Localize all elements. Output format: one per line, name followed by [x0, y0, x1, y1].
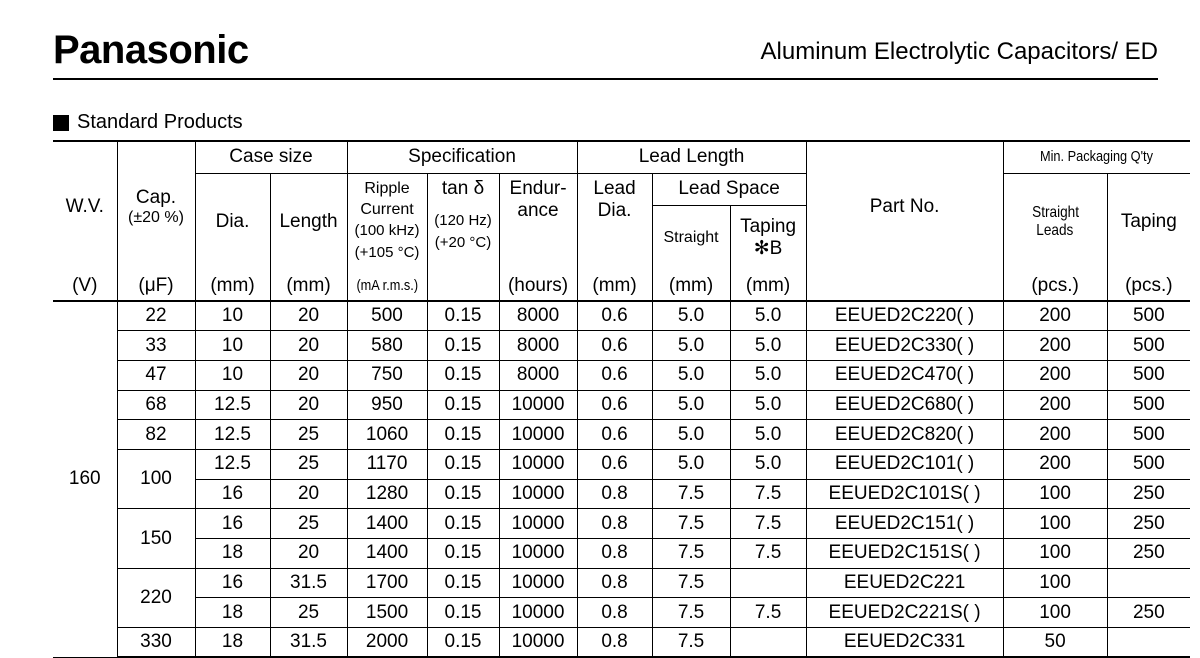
dia-cell: 12.5	[195, 449, 270, 479]
brand-logo: Panasonic	[53, 28, 249, 72]
taping-cell: 5.0	[730, 331, 806, 361]
lead-dia-cell: 0.6	[577, 449, 652, 479]
part-no-cell: EEUED2C101S( )	[806, 479, 1003, 509]
ripple-cell: 950	[347, 390, 427, 420]
ripple-cell: 2000	[347, 628, 427, 658]
table-row	[53, 360, 1190, 390]
table-row	[53, 390, 1190, 420]
unit-length: (mm)	[270, 271, 347, 301]
standard-products-table	[53, 140, 1190, 658]
square-bullet-icon	[53, 115, 69, 131]
pcs-taping-cell: 500	[1107, 420, 1190, 450]
table-row	[53, 331, 1190, 361]
pcs-straight-cell: 200	[1003, 449, 1107, 479]
tan-cell: 0.15	[427, 628, 499, 658]
cap-cell: 68	[117, 390, 195, 420]
table-row	[53, 539, 1190, 569]
cap-cell: 33	[117, 331, 195, 361]
straight-cell: 7.5	[652, 509, 730, 539]
taping-header: Taping ✻B	[730, 205, 806, 271]
taping-cell: 5.0	[730, 420, 806, 450]
length-cell: 20	[270, 331, 347, 361]
lead-dia-cell: 0.8	[577, 598, 652, 628]
pcs-taping-cell: 250	[1107, 509, 1190, 539]
pcs-straight-cell: 100	[1003, 479, 1107, 509]
pcs-straight-cell: 200	[1003, 360, 1107, 390]
endurance-cell: 10000	[499, 390, 577, 420]
unit-endurance: (hours)	[499, 271, 577, 301]
length-cell: 25	[270, 509, 347, 539]
straight-leads-header: Straight Leads	[1003, 173, 1107, 271]
document-title: Aluminum Electrolytic Capacitors/ ED	[760, 38, 1158, 65]
length-cell: 25	[270, 449, 347, 479]
unit-lead-dia: (mm)	[577, 271, 652, 301]
pcs-straight-cell: 50	[1003, 628, 1107, 658]
pcs-straight-cell: 100	[1003, 568, 1107, 598]
straight-header: Straight	[652, 205, 730, 271]
tan-cell: 0.15	[427, 420, 499, 450]
part-no-cell: EEUED2C151( )	[806, 509, 1003, 539]
table-row	[53, 509, 1190, 539]
dia-cell: 18	[195, 539, 270, 569]
tan-cell: 0.15	[427, 598, 499, 628]
section-title: Standard Products	[77, 111, 243, 133]
part-no-cell: EEUED2C220( )	[806, 301, 1003, 331]
section-heading	[53, 111, 243, 134]
pcs-straight-cell: 200	[1003, 420, 1107, 450]
dia-cell: 12.5	[195, 390, 270, 420]
unit-ripple: (mA r.m.s.)	[347, 271, 427, 301]
unit-taping: (mm)	[730, 271, 806, 301]
tan-cell: 0.15	[427, 449, 499, 479]
length-cell: 25	[270, 420, 347, 450]
endurance-cell: 8000	[499, 331, 577, 361]
ripple-cell: 1400	[347, 539, 427, 569]
endurance-cell: 10000	[499, 539, 577, 569]
unit-straight: (mm)	[652, 271, 730, 301]
ripple-cell: 1400	[347, 509, 427, 539]
dia-cell: 16	[195, 479, 270, 509]
dia-cell: 10	[195, 301, 270, 331]
unit-pcs-taping: (pcs.)	[1107, 271, 1190, 301]
table-row	[53, 598, 1190, 628]
ripple-cell: 750	[347, 360, 427, 390]
endurance-cell: 8000	[499, 301, 577, 331]
tan-cell: 0.15	[427, 509, 499, 539]
straight-cell: 7.5	[652, 568, 730, 598]
lead-dia-cell: 0.8	[577, 479, 652, 509]
min-packaging-header: Min. Packaging Q'ty	[1003, 141, 1190, 173]
taping-cell: 5.0	[730, 360, 806, 390]
ripple-cell: 1500	[347, 598, 427, 628]
endurance-cell: 10000	[499, 420, 577, 450]
unit-tan	[427, 271, 499, 301]
dia-cell: 18	[195, 628, 270, 658]
dia-cell: 10	[195, 331, 270, 361]
pcs-taping-cell: 250	[1107, 539, 1190, 569]
cap-cell: 330	[117, 628, 195, 658]
ripple-cell: 1060	[347, 420, 427, 450]
ripple-cell: 1280	[347, 479, 427, 509]
straight-cell: 5.0	[652, 301, 730, 331]
ripple-cell: 1700	[347, 568, 427, 598]
table-row	[53, 301, 1190, 331]
pcs-taping-cell: 500	[1107, 331, 1190, 361]
taping-cell: 5.0	[730, 449, 806, 479]
lead-dia-cell: 0.8	[577, 568, 652, 598]
lead-dia-header: Lead Dia.	[577, 173, 652, 271]
pcs-straight-cell: 100	[1003, 598, 1107, 628]
lead-dia-cell: 0.8	[577, 539, 652, 569]
pcs-straight-cell: 200	[1003, 390, 1107, 420]
pack-taping-header: Taping	[1107, 173, 1190, 271]
taping-cell: 7.5	[730, 598, 806, 628]
straight-cell: 5.0	[652, 331, 730, 361]
lead-dia-cell: 0.8	[577, 509, 652, 539]
length-cell: 20	[270, 390, 347, 420]
lead-dia-cell: 0.6	[577, 390, 652, 420]
dia-cell: 12.5	[195, 420, 270, 450]
unit-dia: (mm)	[195, 271, 270, 301]
case-size-header: Case size	[195, 141, 347, 173]
length-cell: 20	[270, 301, 347, 331]
straight-cell: 5.0	[652, 420, 730, 450]
cap-header: Cap. (±20 %)	[117, 141, 195, 271]
taping-cell	[730, 628, 806, 658]
unit-part-no	[806, 271, 1003, 301]
pcs-straight-cell: 100	[1003, 509, 1107, 539]
cap-cell: 47	[117, 360, 195, 390]
lead-dia-cell: 0.6	[577, 420, 652, 450]
ripple-cell: 1170	[347, 449, 427, 479]
part-no-header: Part No.	[806, 141, 1003, 271]
cap-cell: 150	[117, 509, 195, 568]
taping-cell: 7.5	[730, 479, 806, 509]
cap-cell: 220	[117, 568, 195, 627]
table-row	[53, 628, 1190, 658]
table-row	[53, 568, 1190, 598]
lead-dia-cell: 0.6	[577, 301, 652, 331]
pcs-taping-cell: 250	[1107, 598, 1190, 628]
wv-header: W.V.	[53, 141, 117, 271]
lead-space-header: Lead Space	[652, 173, 806, 205]
taping-cell: 7.5	[730, 509, 806, 539]
straight-cell: 7.5	[652, 479, 730, 509]
endurance-cell: 10000	[499, 479, 577, 509]
ripple-cell: 580	[347, 331, 427, 361]
part-no-cell: EEUED2C331	[806, 628, 1003, 658]
part-no-cell: EEUED2C101( )	[806, 449, 1003, 479]
header-rule	[53, 78, 1158, 80]
tan-cell: 0.15	[427, 568, 499, 598]
length-cell: 20	[270, 360, 347, 390]
dia-header: Dia.	[195, 173, 270, 271]
length-cell: 20	[270, 539, 347, 569]
dia-cell: 16	[195, 509, 270, 539]
cap-cell: 82	[117, 420, 195, 450]
pcs-straight-cell: 200	[1003, 301, 1107, 331]
taping-cell	[730, 568, 806, 598]
endurance-header: Endur- ance	[499, 173, 577, 271]
ripple-cell: 500	[347, 301, 427, 331]
table-row	[53, 479, 1190, 509]
unit-cap: (μF)	[117, 271, 195, 301]
wv-cell: 160	[53, 301, 117, 657]
length-header: Length	[270, 173, 347, 271]
lead-dia-cell: 0.6	[577, 331, 652, 361]
tan-cell: 0.15	[427, 301, 499, 331]
table-row	[53, 449, 1190, 479]
cap-cell: 100	[117, 449, 195, 508]
straight-cell: 7.5	[652, 628, 730, 658]
taping-cell: 5.0	[730, 301, 806, 331]
endurance-cell: 10000	[499, 598, 577, 628]
pcs-straight-cell: 200	[1003, 331, 1107, 361]
lead-dia-cell: 0.6	[577, 360, 652, 390]
part-no-cell: EEUED2C221	[806, 568, 1003, 598]
endurance-cell: 10000	[499, 628, 577, 658]
straight-cell: 5.0	[652, 449, 730, 479]
length-cell: 25	[270, 598, 347, 628]
straight-cell: 7.5	[652, 539, 730, 569]
length-cell: 31.5	[270, 628, 347, 658]
pcs-taping-cell: 500	[1107, 360, 1190, 390]
endurance-cell: 10000	[499, 568, 577, 598]
lead-length-header: Lead Length	[577, 141, 806, 173]
part-no-cell: EEUED2C470( )	[806, 360, 1003, 390]
specification-header: Specification	[347, 141, 577, 173]
endurance-cell: 10000	[499, 449, 577, 479]
endurance-cell: 8000	[499, 360, 577, 390]
dia-cell: 10	[195, 360, 270, 390]
unit-pcs-straight: (pcs.)	[1003, 271, 1107, 301]
tan-cell: 0.15	[427, 479, 499, 509]
pcs-straight-cell: 100	[1003, 539, 1107, 569]
straight-cell: 7.5	[652, 598, 730, 628]
lead-dia-cell: 0.8	[577, 628, 652, 658]
part-no-cell: EEUED2C820( )	[806, 420, 1003, 450]
tan-cell: 0.15	[427, 331, 499, 361]
tan-cell: 0.15	[427, 539, 499, 569]
length-cell: 31.5	[270, 568, 347, 598]
dia-cell: 18	[195, 598, 270, 628]
taping-cell: 7.5	[730, 539, 806, 569]
table-row	[53, 420, 1190, 450]
pcs-taping-cell: 500	[1107, 301, 1190, 331]
tan-cell: 0.15	[427, 360, 499, 390]
part-no-cell: EEUED2C151S( )	[806, 539, 1003, 569]
tan-delta-header: tan δ (120 Hz) (+20 °C)	[427, 173, 499, 271]
straight-cell: 5.0	[652, 390, 730, 420]
part-no-cell: EEUED2C221S( )	[806, 598, 1003, 628]
pcs-taping-cell	[1107, 628, 1190, 658]
endurance-cell: 10000	[499, 509, 577, 539]
pcs-taping-cell	[1107, 568, 1190, 598]
pcs-taping-cell: 250	[1107, 479, 1190, 509]
straight-cell: 5.0	[652, 360, 730, 390]
cap-cell: 22	[117, 301, 195, 331]
pcs-taping-cell: 500	[1107, 390, 1190, 420]
taping-cell: 5.0	[730, 390, 806, 420]
part-no-cell: EEUED2C330( )	[806, 331, 1003, 361]
dia-cell: 16	[195, 568, 270, 598]
tan-cell: 0.15	[427, 390, 499, 420]
ripple-header: Ripple Current (100 kHz) (+105 °C)	[347, 173, 427, 271]
length-cell: 20	[270, 479, 347, 509]
part-no-cell: EEUED2C680( )	[806, 390, 1003, 420]
pcs-taping-cell: 500	[1107, 449, 1190, 479]
unit-wv: (V)	[53, 271, 117, 301]
